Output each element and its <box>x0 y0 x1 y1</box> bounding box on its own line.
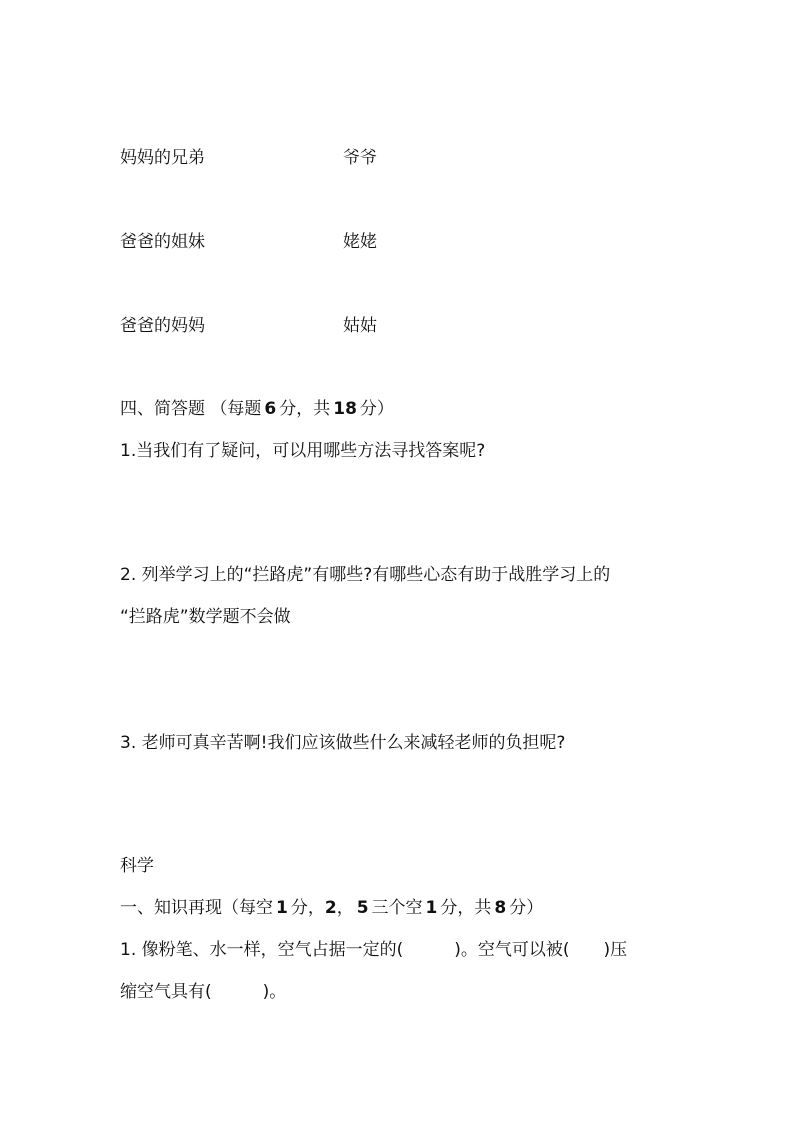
matching-row-1-right: 爷爷 <box>343 148 377 168</box>
matching-row-2-left: 爸爸的姐妹 <box>120 232 205 252</box>
heading-prefix: 四、简答题 （每题 <box>120 399 262 419</box>
question-3: 3. 老师可真辛苦啊!我们应该做些什么来减轻老师的负担呢? <box>120 733 566 753</box>
heading-number-2: 18 <box>333 399 357 419</box>
section1-number-4: 1 <box>425 898 438 918</box>
science-title: 科学 <box>120 856 154 876</box>
matching-row-3-left: 爸爸的妈妈 <box>120 316 205 336</box>
section1-prefix: 一、知识再现（每空 <box>120 898 273 918</box>
section1-mid-1: 分， <box>290 898 325 918</box>
short-answer-heading <box>120 397 394 421</box>
science-question-1-line-2: 缩空气具有( )。 <box>120 982 287 1002</box>
section1-number-5: 8 <box>494 898 507 918</box>
matching-row-3-right: 姑姑 <box>343 316 377 336</box>
heading-mid: 分，共 <box>279 399 331 419</box>
science-question-1-line-1: 1. 像粉笔、水一样，空气占据一定的( )。空气可以被( )压 <box>120 940 628 960</box>
question-1: 1.当我们有了疑问，可以用哪些方法寻找答案呢? <box>120 441 486 461</box>
science-section-1-heading <box>120 896 543 920</box>
section1-mid-3: 三个空 <box>371 898 423 918</box>
section1-suffix: 分） <box>509 898 544 918</box>
matching-row-1-left: 妈妈的兄弟 <box>120 148 205 168</box>
section1-mid-2: ， <box>336 898 354 918</box>
matching-row-2-right: 姥姥 <box>343 232 377 252</box>
section1-mid-4: 分，共 <box>440 898 492 918</box>
section1-number-2: 2 <box>324 898 337 918</box>
question-2-line-2: “拦路虎”数学题不会做 <box>120 607 291 627</box>
section1-number-1: 1 <box>276 898 288 918</box>
section1-number-3: 5 <box>356 898 369 918</box>
question-2-line-1: 2. 列举学习上的“拦路虎”有哪些?有哪些心态有助于战胜学习上的 <box>120 565 611 585</box>
heading-suffix: 分） <box>359 399 394 419</box>
heading-number-1: 6 <box>264 399 277 419</box>
